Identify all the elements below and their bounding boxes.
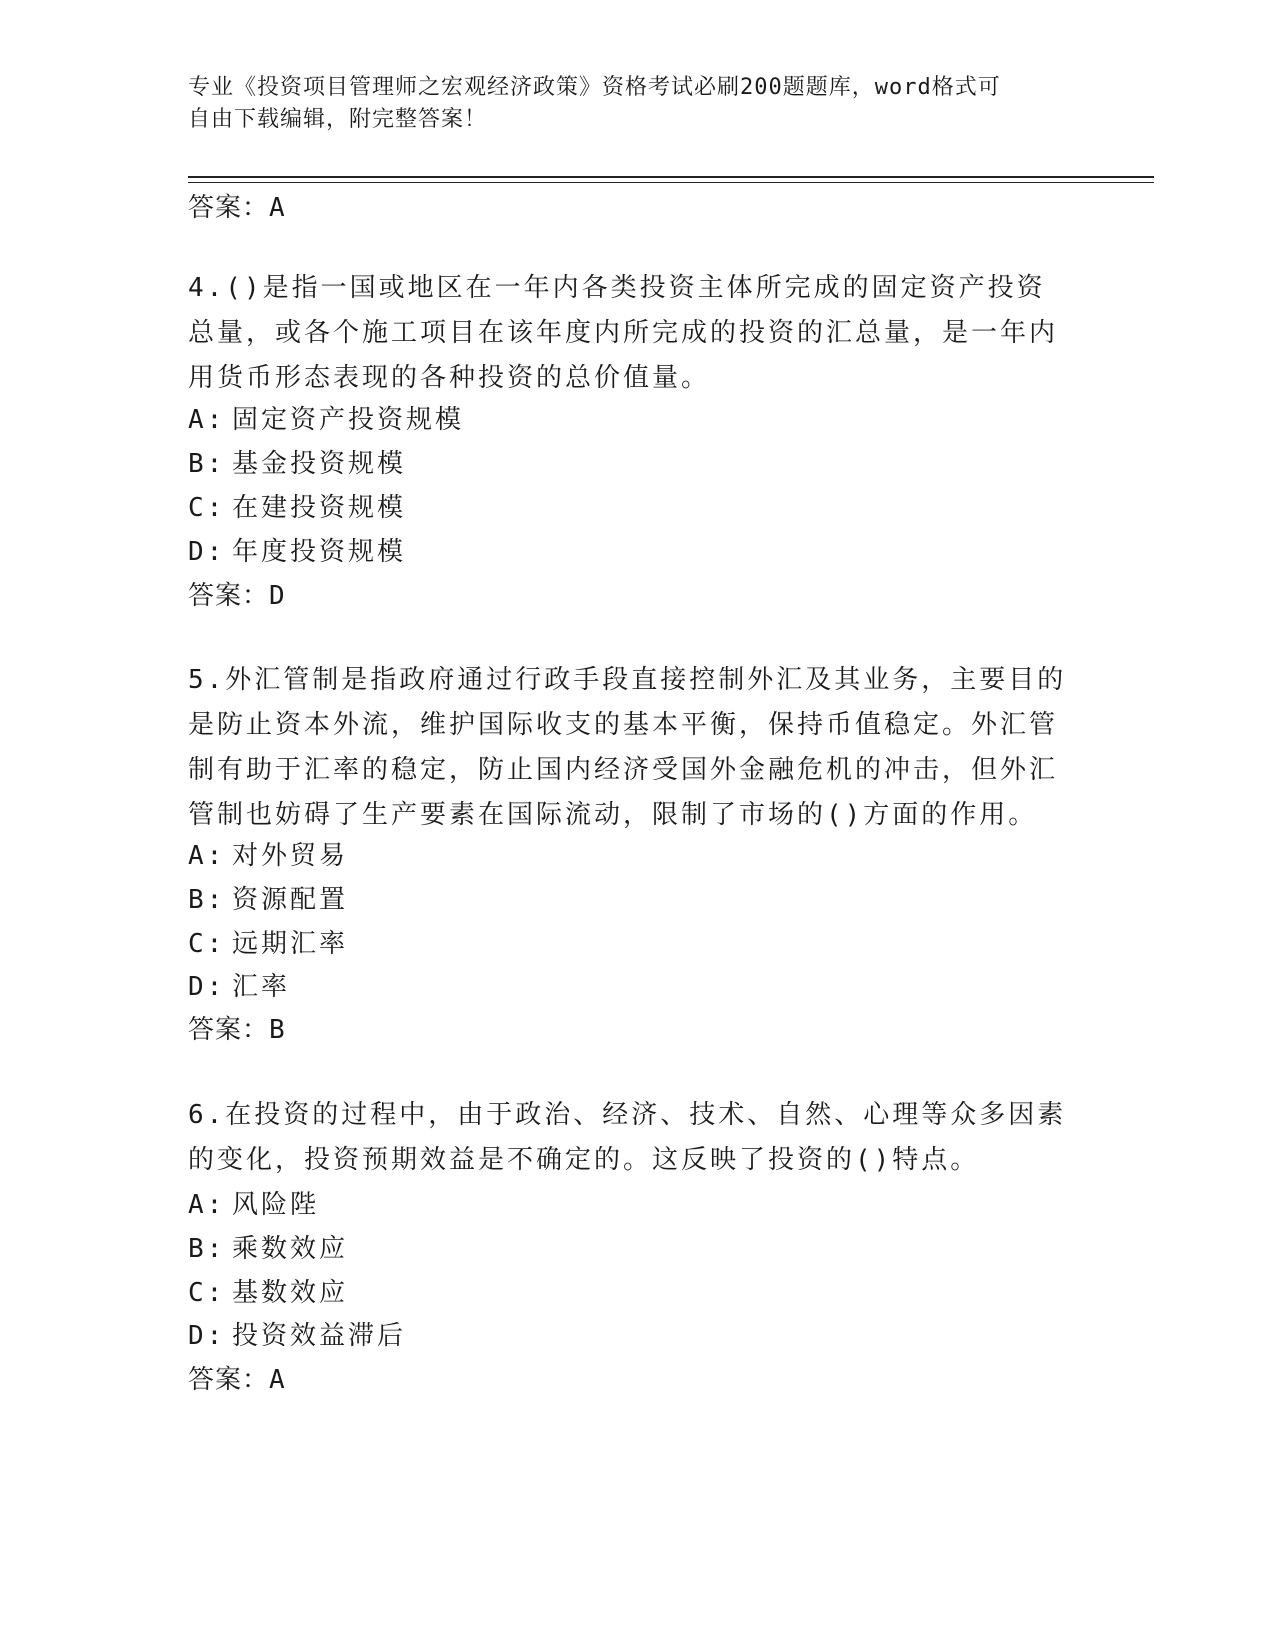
option-key: D: xyxy=(188,972,226,1002)
option-text: 基金投资规模 xyxy=(232,449,407,479)
question-6-option-a xyxy=(188,1190,319,1220)
question-5-answer: 答案：B xyxy=(188,1015,286,1045)
option-key: C: xyxy=(188,929,226,959)
option-key: D: xyxy=(188,537,226,567)
question-6-option-b xyxy=(188,1234,348,1264)
option-text: 乘数效应 xyxy=(232,1234,349,1264)
option-text: 在建投资规模 xyxy=(232,493,407,523)
question-5-text: 5.外汇管制是指政府通过行政手段直接控制外汇及其业务，主要目的是防止资本外流，维护国际收支的基本平衡，保持币值稳定。外汇管制有助于汇率的稳定，防止国内经济受国外金融危机的冲击，但外汇管制也妨碍了生产要素在国际流动，限制了市场的()方面的作用。 xyxy=(188,665,1067,830)
option-key: C: xyxy=(188,493,226,523)
option-text: 风险陛 xyxy=(232,1190,320,1220)
question-4-option-c xyxy=(188,493,406,523)
option-text: 投资效益滞后 xyxy=(232,1321,407,1351)
option-key: D: xyxy=(188,1321,226,1351)
option-key: A: xyxy=(188,841,226,871)
header-line-2: 自由下载编辑，附完整答案！ xyxy=(188,107,488,132)
option-text: 对外贸易 xyxy=(232,841,349,871)
question-6-option-c xyxy=(188,1278,348,1308)
option-key: B: xyxy=(188,1234,226,1264)
answer-prev: 答案：A xyxy=(188,193,286,223)
question-6-text: 6.在投资的过程中，由于政治、经济、技术、自然、心理等众多因素的变化，投资预期效益是不确定的。这反映了投资的()特点。 xyxy=(188,1100,1067,1175)
option-key: B: xyxy=(188,885,226,915)
question-4-text: 4.()是指一国或地区在一年内各类投资主体所完成的固定资产投资总量，或各个施工项目在该年度内所完成的投资的汇总量，是一年内用货币形态表现的各种投资的总价值量。 xyxy=(188,273,1059,393)
option-key: A: xyxy=(188,405,226,435)
option-text: 远期汇率 xyxy=(232,929,349,959)
question-5-option-c xyxy=(188,929,348,959)
option-text: 年度投资规模 xyxy=(232,537,407,567)
question-4-answer: 答案：D xyxy=(188,581,286,611)
header-divider-thin xyxy=(188,182,1154,183)
question-4-option-d xyxy=(188,537,406,567)
header-line-1: 专业《投资项目管理师之宏观经济政策》资格考试必刷200题题库，word格式可 xyxy=(188,75,1001,100)
option-key: B: xyxy=(188,449,226,479)
question-4-option-a xyxy=(188,405,464,435)
option-text: 汇率 xyxy=(232,972,291,1002)
option-key: A: xyxy=(188,1190,226,1220)
question-4-option-b xyxy=(188,449,406,479)
header-divider-thick xyxy=(188,176,1154,178)
option-key: C: xyxy=(188,1278,226,1308)
question-5-option-d xyxy=(188,972,290,1002)
question-6-option-d xyxy=(188,1321,406,1351)
option-text: 基数效应 xyxy=(232,1278,349,1308)
option-text: 固定资产投资规模 xyxy=(232,405,465,435)
option-text: 资源配置 xyxy=(232,885,349,915)
question-6-answer: 答案：A xyxy=(188,1365,286,1395)
document-header xyxy=(188,72,1068,136)
question-5-option-a xyxy=(188,841,348,871)
question-5-option-b xyxy=(188,885,348,915)
